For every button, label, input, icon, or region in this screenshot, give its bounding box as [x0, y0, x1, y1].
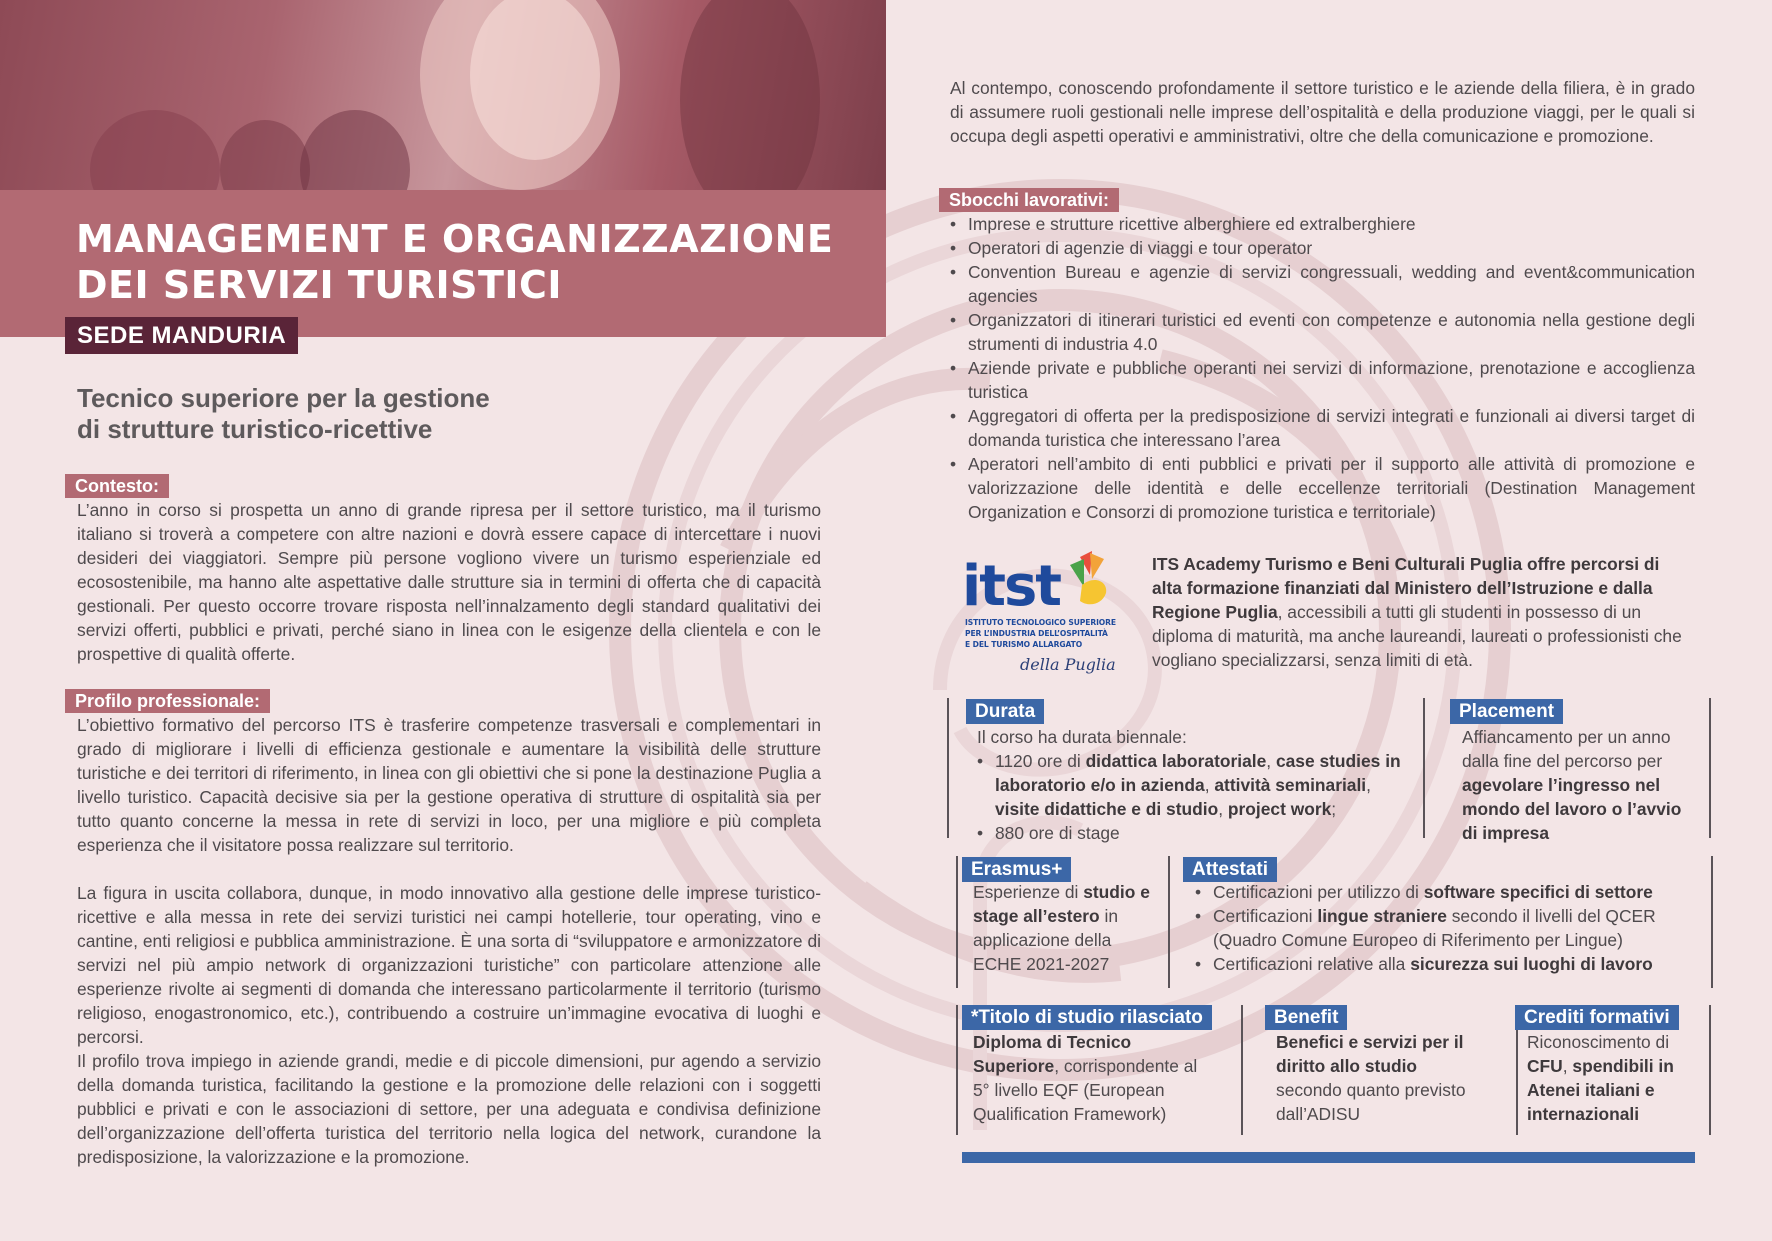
titolo-text: Diploma di Tecnico Superiore, corrispondente al 5° livello EQF (European Qualification Framework): [973, 1032, 1198, 1124]
course-subtitle: [77, 383, 637, 445]
benefit-label: Benefit: [1265, 1005, 1347, 1030]
profilo-text-1: L’obiettivo formativo del percorso ITS è trasferire competenze trasversali e complementari in grado di migliorare i livelli di efficienza gestionale e aumentare la visibilità delle strutture turistiche e dei territori di riferimento, in linea con gli obiettivi che si pone la destinazione Puglia a livello turistico. Capacità decisive sia per la gestione operativa di strutture di ospitalità sia per tutto quanto concerne la messa in rete di servizi in loco, per una migliore e più completa esperienza che il visitatore possa realizzare sul territorio.: [77, 715, 821, 855]
attestati-item-sicurezza: • Certificazioni relative alla sicurezza sui luoghi di lavoro: [1195, 952, 1705, 976]
placement-label: Placement: [1450, 699, 1563, 724]
logo-caption-line1: ISTITUTO TECNOLOGICO SUPERIORE: [965, 618, 1116, 627]
attestati-list: [1195, 880, 1705, 976]
subtitle-line2: di strutture turistico-ricettive: [77, 414, 433, 444]
sbocchi-item: • Operatori di agenzie di viaggi e tour operator: [950, 236, 1695, 260]
attestati-item-lingue: • Certificazioni lingue straniere secondo il livelli del QCER (Quadro Comune Europeo di Riferimento per Lingue): [1195, 904, 1705, 952]
profilo-text-3: Il profilo trova impiego in aziende grandi, medie e di piccole dimensioni, pur agendo a servizio della domanda turistica, facilitando la gestione e la promozione delle relazioni con i soggetti pubblici e privati e con le associazioni di settore, per una adeguata e condivisa definizione dell’organizzazione dell’offerta turistica del territorio nella logica del network, curandone la predisposizione, la valorizzazione e la promozione.: [77, 1051, 821, 1167]
logo-script: della Puglia: [1020, 655, 1116, 674]
sbocchi-item: • Organizzatori di itinerari turistici ed eventi con competenze e autonomia nella gestione degli strumenti di industria 4.0: [950, 308, 1695, 356]
crediti-label: Crediti formativi: [1515, 1005, 1679, 1030]
sbocchi-item: • Aziende private e pubbliche operanti nei servizi di informazione, prenotazione e accoglienza turistica: [950, 356, 1695, 404]
attestati-item-software: • Certificazioni per utilizzo di software specifici di settore: [1195, 880, 1705, 904]
logo-caption-line3: E DEL TURISMO ALLARGATO: [965, 640, 1083, 649]
durata-item-lab: • 1120 ore di didattica laboratoriale, case studies in laboratorio e/o in azienda, attività seminariali, visite didattiche e di studio, project work;: [977, 749, 1417, 821]
course-title-line1: MANAGEMENT E ORGANIZZAZIONE: [76, 217, 834, 261]
contesto-label: Contesto:: [65, 474, 169, 498]
sbocchi-item: • Convention Bureau e agenzie di servizi congressuali, wedding and event&communication agencies: [950, 260, 1695, 308]
erasmus-label: Erasmus+: [962, 857, 1071, 882]
durata-intro: Il corso ha durata biennale:: [977, 727, 1187, 747]
intro-paragraph: Al contempo, conoscendo profondamente il settore turistico e le aziende della filiera, è in grado di assumere ruoli gestionali nelle imprese dell’ospitalità e della produzione viaggi, per le quali si occupa degli aspetti operativi e amministrativi, oltre che della comunicazione e promozione.: [950, 78, 1695, 146]
logo-caption: [965, 617, 1125, 650]
erasmus-text: Esperienze di studio e stage all’estero in applicazione della ECHE 2021-2027: [973, 882, 1150, 974]
its-paragraph-rest: , accessibili a tutti gli studenti in possesso di un diploma di maturità, ma anche laureandi, laureati o professionisti che vogliano specializzarsi, senza limiti di età.: [1152, 602, 1682, 670]
sbocchi-label: Sbocchi lavorativi:: [939, 188, 1119, 212]
durata-text: [977, 725, 1417, 845]
logo-caption-line2: PER L’INDUSTRIA DELL’OSPITALITÀ: [965, 629, 1108, 638]
profilo-label: Profilo professionale:: [65, 689, 270, 713]
course-title-line2: DEI SERVIZI TURISTICI: [76, 263, 563, 307]
profilo-text-2: La figura in uscita collabora, dunque, in modo innovativo alla gestione delle imprese turistico-ricettive e alla messa in rete dei servizi turistici nei campi hotellerie, tour operating, vino e cantine, enti religiosi e pubblica amministrazione. È una sorta di “sviluppatore e armonizzatore di servizi nel più ampio network di organizzazioni turistiche” con particolare attenzione alle esperienze rivolte ai segmenti di domanda che interessano particolarmente il territorio (turismo religioso, enogastronomico, etc.), contribuendo a costruire un’immagine evocativa di luoghi e percorsi.: [77, 883, 821, 1047]
subtitle-line1: Tecnico superiore per la gestione: [77, 383, 490, 413]
sbocchi-item: • Aperatori nell’ambito di enti pubblici e privati per il supporto alle attività di promozione e valorizzazione delle identità e delle eccellenze territoriali (Destination Management Organization e Consorzi di promozione turistica e territoriale): [950, 452, 1695, 524]
its-paragraph: [1152, 552, 1692, 672]
contesto-text: L’anno in corso si prospetta un anno di grande ripresa per il settore turistico, ma il turismo italiano si troverà a competere con altre nazioni e dovrà essere capace di intercettare i nuovi desideri dei viaggiatori. Sempre più persone vogliono vivere un turismo esperienziale ed ecosostenibile, ma hanno alte aspettative dalle strutture sia in termini di offerta che di capacità gestionali. Per questo occorre trovare risposta nell’innalzamento degli standard qualitativi dei servizi offerti, pubblici e privati, perché siano in linea con le esigenze della clientela e con le prospettive di qualità offerte.: [77, 500, 821, 664]
durata-label: Durata: [966, 699, 1044, 724]
logo-wordmark: itst: [962, 554, 1061, 619]
benefit-text: Benefici e servizi per il diritto allo studio secondo quanto previsto dall’ADISU: [1276, 1032, 1466, 1124]
durata-item-stage: • 880 ore di stage: [977, 821, 1417, 845]
durata-list: [977, 749, 1417, 845]
sbocchi-item: • Aggregatori di offerta per la predisposizione di servizi integrati e funzionali ai diversi target di domanda turistica che interessano l’area: [950, 404, 1695, 452]
its-paragraph-bold: ITS Academy Turismo e Beni Culturali Puglia offre percorsi di alta formazione finanziati dal Ministero dell’Istruzione e dalla Regione Puglia: [1152, 554, 1660, 622]
crediti-text: Riconoscimento di CFU, spendibili in Atenei italiani e internazionali: [1527, 1032, 1674, 1124]
sbocchi-list: [950, 212, 1695, 524]
sede-badge: SEDE MANDURIA: [65, 317, 298, 354]
placement-text: Affiancamento per un anno dalla fine del percorso per agevolare l’ingresso nel mondo del lavoro o l’avvio di impresa: [1462, 727, 1682, 843]
bottom-accent-bar: [962, 1152, 1695, 1163]
course-title: [76, 216, 833, 308]
attestati-label: Attestati: [1183, 857, 1277, 882]
titolo-label: *Titolo di studio rilasciato: [962, 1005, 1212, 1030]
hero-photo: [0, 0, 886, 190]
sbocchi-item: • Imprese e strutture ricettive alberghiere ed extralberghiere: [950, 212, 1695, 236]
